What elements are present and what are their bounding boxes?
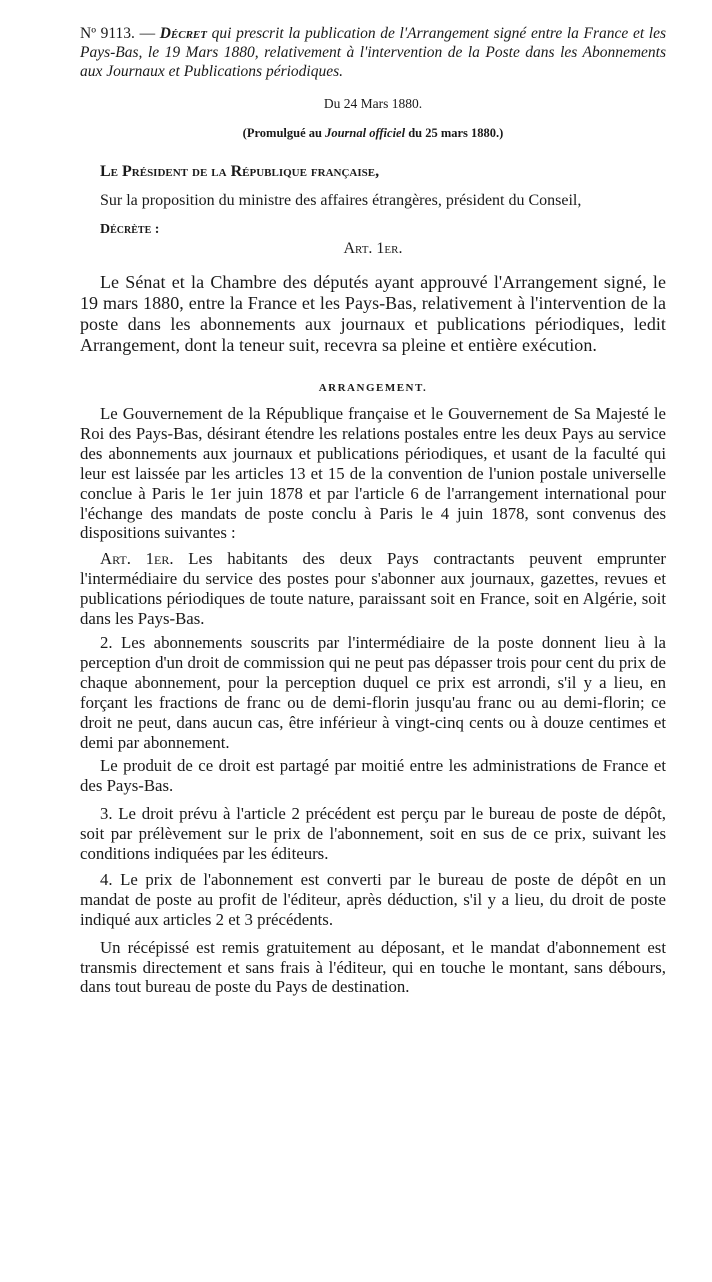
article-1-heading: Art. 1er. xyxy=(343,240,403,257)
promulgation-prefix: (Promulgué au xyxy=(242,126,326,140)
decree-date: Du 24 Mars 1880. xyxy=(323,96,423,111)
arrangement-article-1-label: Art. 1er. xyxy=(100,549,174,569)
arrangement-article-1 xyxy=(80,549,666,629)
arrangement-article-2: 2. Les abonnements souscrits par l'intermédiaire de la poste donnent lieu à la perception d'un droit de commission qui ne peut pas dépasser trois pour cent du prix de chaque abonnement, pour la perception duquel ce prix est arrondi, s'il y a lieu, en forçant les fractions de franc ou de demi-florin jusqu'au franc ou au demi-florin; ce droit ne peut, dans aucun cas, être inférieur à vingt-cinq cents ou à douze centimes et demi par abonnement. xyxy=(80,632,666,752)
promulgation-note xyxy=(80,126,666,141)
promulgation-journal: Journal officiel xyxy=(325,126,406,140)
arrangement-heading: ARRANGEMENT. xyxy=(318,382,428,394)
decree-number: Nº 9113. xyxy=(80,25,135,42)
arrangement-intro: Le Gouvernement de la République française et le Gouvernement de Sa Majesté le Roi des Pays-Bas, désirant étendre les relations postales entre les deux Pays au service des abonnements aux journaux et publications périodiques, et usant de la faculté qui leur est laissée par les articles 13 et 15 de la convention de l'union postale universelle conclue à Paris le 1er juin 1878 et par l'article 6 de l'arrangement international pour l'échange des mandats de poste conclu à Paris le 4 juin 1878, sont convenus des dispositions suivantes : xyxy=(80,404,666,543)
president-heading: Le Président de la République française, xyxy=(100,163,380,180)
arrangement-article-4: 4. Le prix de l'abonnement est converti par le bureau de poste de dépôt en un mandat de poste au profit de l'éditeur, après déduction, s'il y a lieu, du droit de poste indiqué aux articles 2 et 3 précédents. xyxy=(80,869,666,929)
arrangement-article-1-text: Les habitants des deux Pays contractants peuvent emprunter l'intermédiaire du service des postes pour s'abonner aux journaux, gazettes, revues et publications périodiques de toute nature, paraissant soit en France, soit en Algérie, soit dans les Pays-Bas. xyxy=(80,549,666,629)
arrangement-article-2-continued: Le produit de ce droit est partagé par moitié entre les administrations de France et des Pays-Bas. xyxy=(80,756,666,796)
decree-keyword: Décret xyxy=(159,25,207,42)
document-page xyxy=(80,24,666,997)
promulgation-suffix: du 25 mars 1880.) xyxy=(405,126,504,140)
decrete-heading: Décrète : xyxy=(100,222,160,237)
proposal-paragraph: Sur la proposition du ministre des affaires étrangères, président du Conseil, xyxy=(100,192,582,209)
decree-title-text: qui prescrit la publication de l'Arrangement signé entre la France et les Pays-Bas, le 19 Mars 1880, relativement à l'intervention de la Poste dans les Abonnements aux Journaux et Publications périodiques. xyxy=(80,25,666,80)
article-1-text: Le Sénat et la Chambre des députés ayant approuvé l'Arrangement signé, le 19 mars 1880, entre la France et les Pays-Bas, relativement à l'intervention de la poste dans les abonnements aux journaux et publications périodiques, ledit Arrangement, dont la teneur suit, recevra sa pleine et entière exécution. xyxy=(80,272,666,355)
arrangement-article-3: 3. Le droit prévu à l'article 2 précédent est perçu par le bureau de poste de dépôt, soit par prélèvement sur le prix de l'abonnement, soit en sus de ce prix, suivant les conditions indiquées par les éditeurs. xyxy=(80,804,666,864)
decree-dash: — xyxy=(134,25,160,42)
arrangement-article-4-continued: Un récépissé est remis gratuitement au déposant, et le mandat d'abonnement est transmis directement et sans frais à l'éditeur, qui en touche le montant, sans débours, dans tout bureau de poste du Pays de destination. xyxy=(80,937,666,997)
decree-title xyxy=(80,24,666,81)
